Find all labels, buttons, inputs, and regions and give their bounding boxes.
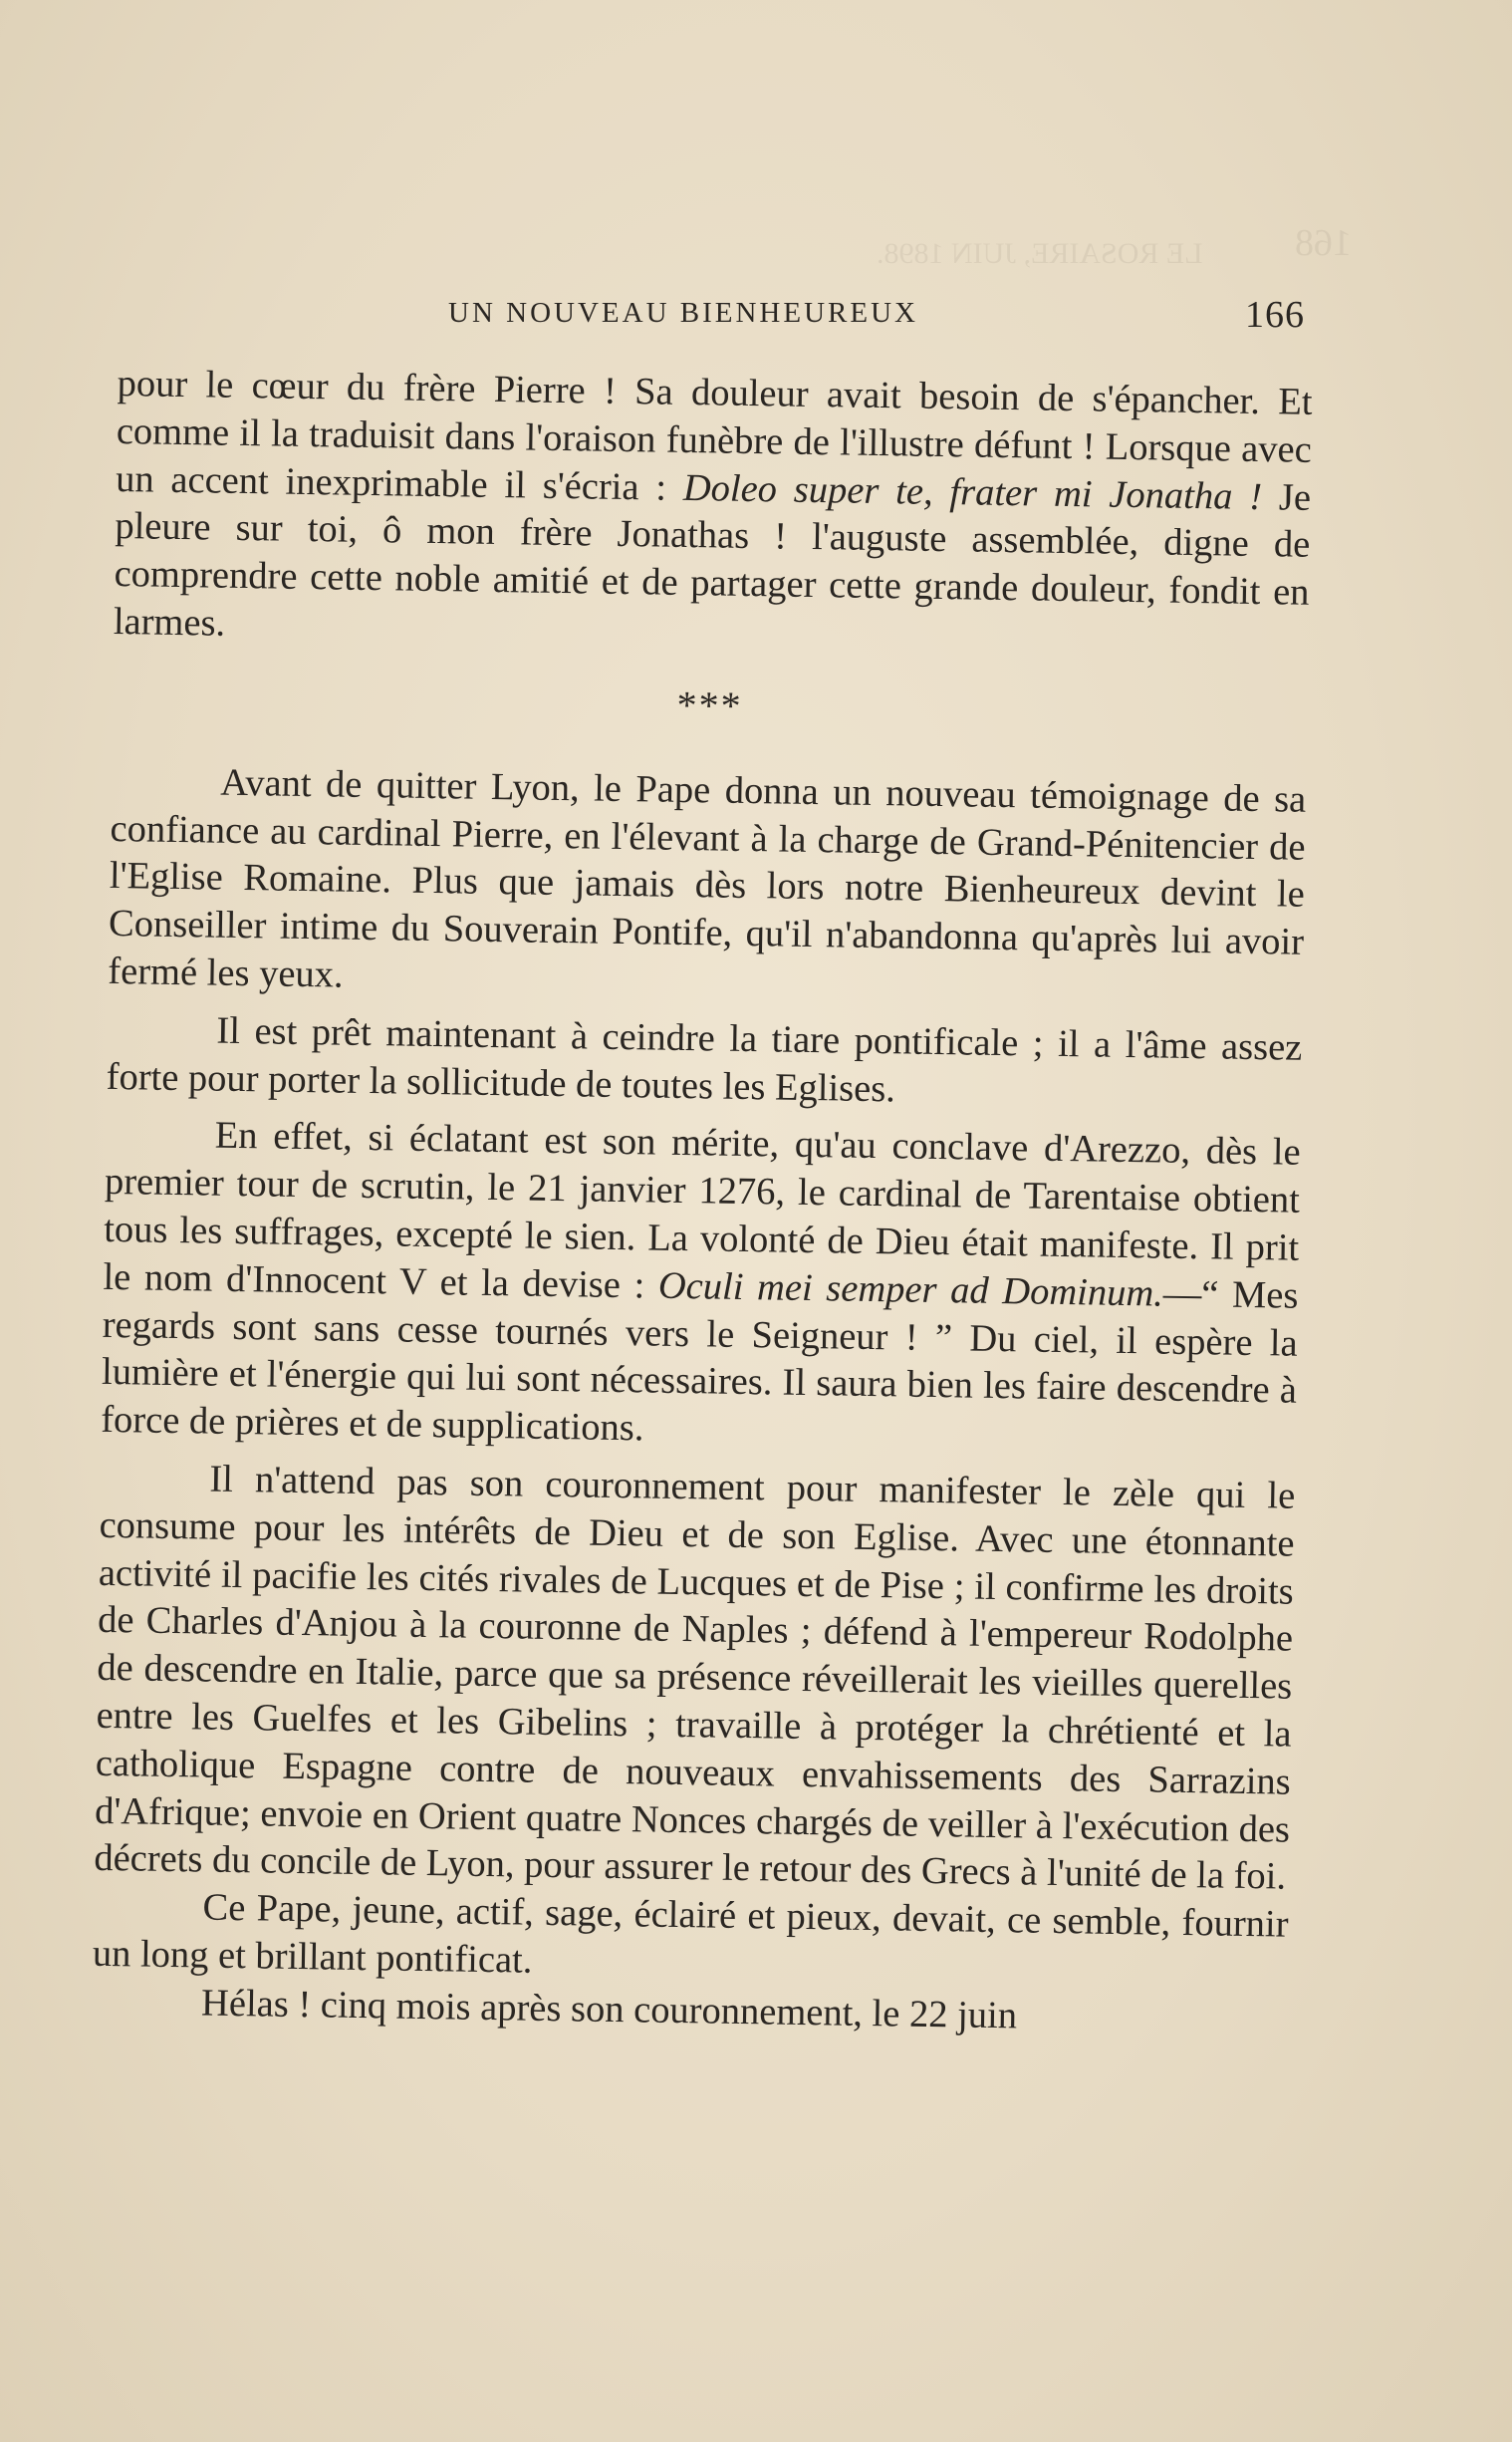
paragraph: Hélas ! cinq mois après son couronnement, le 22 juin — [200, 1982, 1018, 2037]
paragraph: Avant de quitter Lyon, le Pape donna un nouveau témoignage de sa confiance au cardinal Pierre, en l'élevant à la charge de Grand-Pénitencier de l'Eglise Romaine. Plus que jamais dès lors notre Bienheureux devint le Conseiller intime du Souverain Pontife, qu'il n'abandonna qu'après lui avoir fermé les yeux. — [108, 761, 1307, 996]
section-separator-asterism: *** — [676, 681, 743, 728]
body-text — [92, 361, 1313, 2044]
running-title: UN NOUVEAU BIENHEUREUX — [448, 297, 918, 329]
paragraph: Ce Pape, jeune, actif, sage, éclairé et pieux, devait, ce semble, fournir un long et brillant pontificat. — [92, 1886, 1289, 1982]
page-number: 166 — [1245, 294, 1305, 336]
paragraph-text: —“ Mes regards sont sans cesse tournés vers le Seigneur ! ” Du ciel, il espère la lumière et l'énergie qui lui sont nécessaires. Il saura bien les faire descendre à force de prières et de supplications. — [100, 1272, 1299, 1450]
paragraph — [101, 1111, 1301, 1463]
paragraph-text: pour le cœur du frère Pierre ! Sa douleur avait besoin de s'épancher. Et comme il la traduisit dans l'oraison funèbre de l'illustre défunt ! Lorsque avec un accent inexprimable il s'écria : — [115, 362, 1313, 509]
bleed-through-header: LE ROSAIRE, JUIN 1898. — [877, 237, 1203, 270]
latin-quote: Doleo super te, frater mi Jonatha ! — [682, 466, 1263, 518]
paragraph: Il est prêt maintenant à ceindre la tiare pontificale ; il a l'âme assez forte pour porter la sollicitude de toutes les Eglises. — [106, 1009, 1303, 1110]
paragraph: Il n'attend pas son couronnement pour manifester le zèle qui le consume pour les intérêts de Dieu et de son Eglise. Avec une étonnante activité il pacifie les cités rivales de Lucques et de Pise ; il confirme les droits de Charles d'Anjou à la couronne de Naples ; défend à l'empereur Rodolphe de descendre en Italie, parce que sa présence réveillerait les vieilles querelles entre les Guelfes et les Gibelins ; travaille à protéger la chrétienté et la catholique Espagne contre de nouveaux envahissements des Sarrazins d'Afrique; envoie en Orient quatre Nonces chargés de veiller à l'exécution des décrets du concile de Lyon, pour assurer le retour des Grecs à l'unité de la foi. — [94, 1458, 1296, 1898]
paragraph-text: En effet, si éclatant est son mérite, qu'au conclave d'Arezzo, dès le premier tour de scrutin, le 21 janvier 1276, le cardinal de Tarentaise obtient tous les suffrages, excepté le sien. La volonté de Dieu était manifeste. Il prit le nom d'Innocent V et la devise : — [103, 1114, 1301, 1307]
paragraph-text: Je pleure sur toi, ô mon frère Jonathas ! l'auguste assemblée, digne de comprendre cette noble amitié et de partager cette grande douleur, fondit en larmes. — [113, 475, 1312, 645]
paragraph-continuation — [113, 361, 1312, 666]
papal-motto: Oculi mei semper ad Dominum. — [657, 1264, 1164, 1315]
bleed-through-page-number: 168 — [1295, 222, 1352, 264]
